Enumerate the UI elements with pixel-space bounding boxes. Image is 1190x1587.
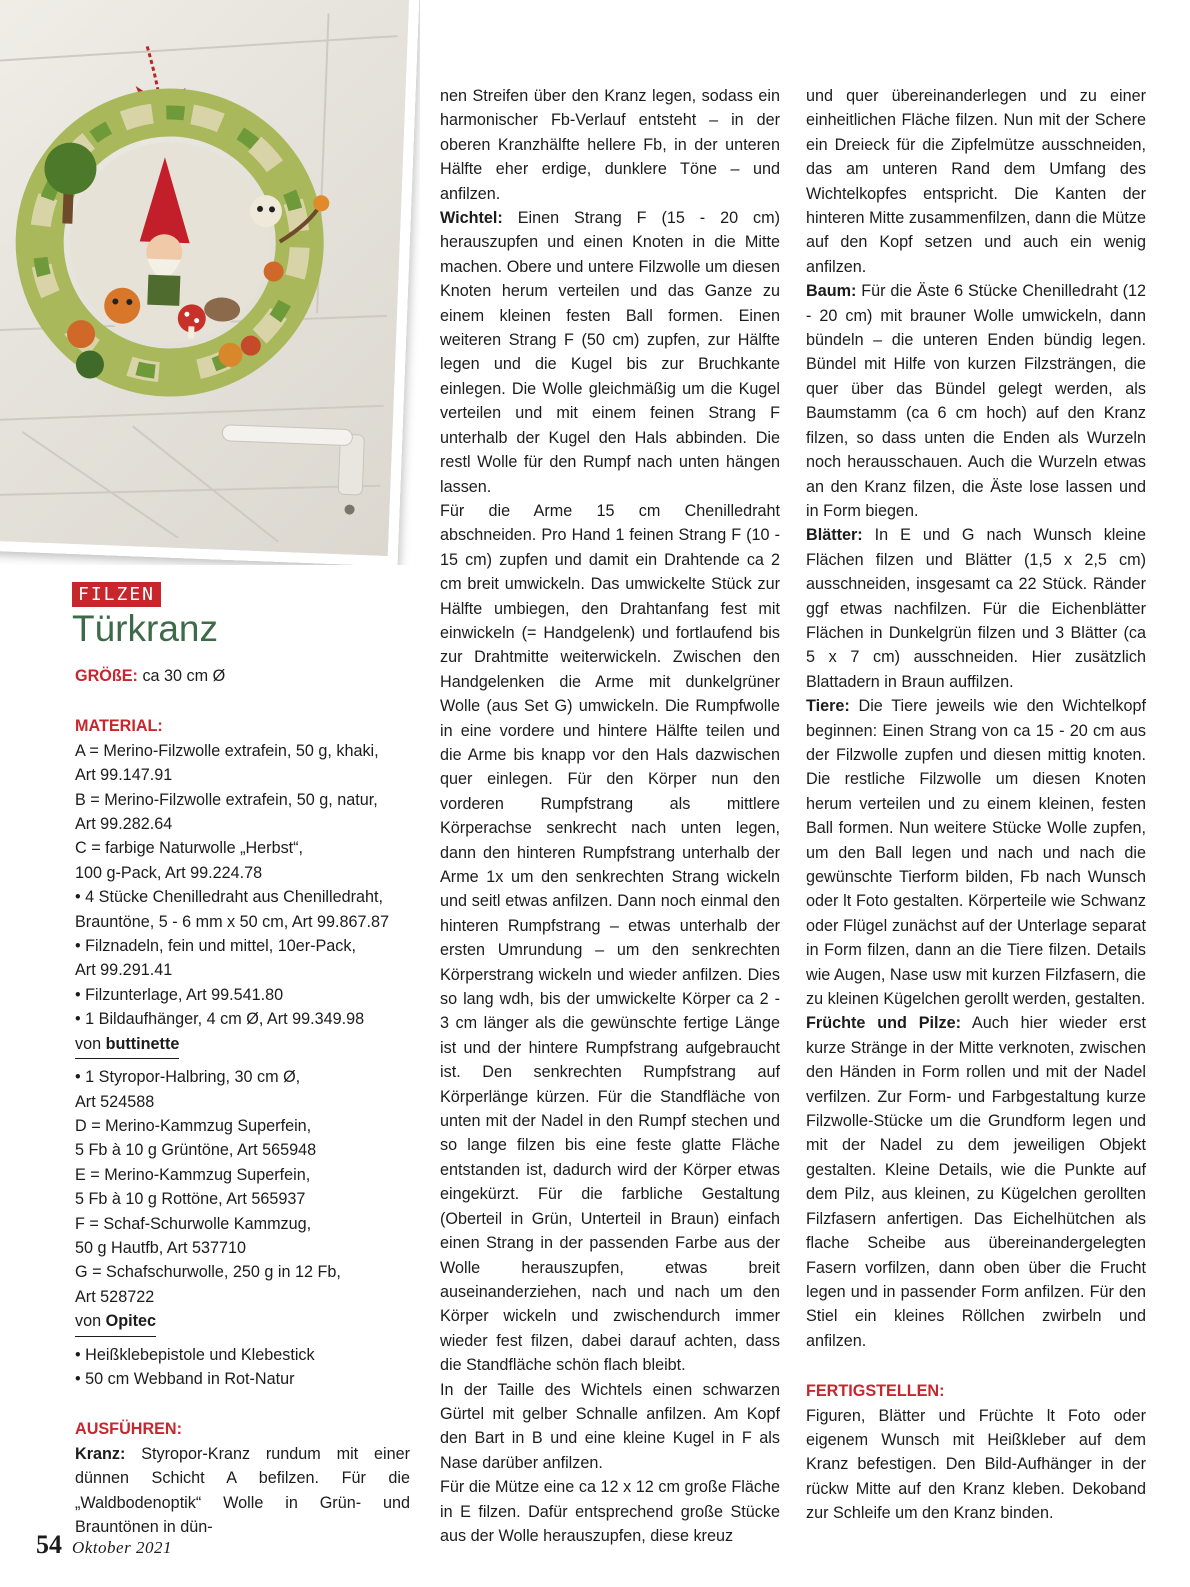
baum-label: Baum: xyxy=(806,282,857,301)
material-line: 5 Fb à 10 g Grüntöne, Art 565948 xyxy=(75,1141,317,1160)
size-value: ca 30 cm Ø xyxy=(137,667,226,685)
material-list-2 xyxy=(75,1065,410,1309)
page-title: Türkranz xyxy=(72,608,218,649)
wichtel-label: Wichtel: xyxy=(440,209,503,228)
issue-date: Oktober 2021 xyxy=(72,1538,172,1557)
material-line: • 50 cm Webband in Rot-Natur xyxy=(75,1369,295,1388)
size-label: GRÖßE: xyxy=(75,667,138,685)
material-line: E = Merino-Kammzug Superfein, xyxy=(75,1165,311,1184)
column-left xyxy=(75,664,410,1539)
blaetter-text: In E und G nach Wunsch kleine Flächen filzen und Blätter (1,5 x 2,5 cm) ausschneiden, insgesamt ca 22 Stück. Ränder ggf etwas nachfilzen. Für die Eichenblätter Flächen in Dunkelgrün filzen und 3 Blätter (ca 5 x 7 cm) ausschneiden. Hier zusätzlich Blattadern in Braun auffilzen. xyxy=(806,526,1146,691)
kranz-paragraph-cont: nen Streifen über den Kranz legen, sodass ein harmonischer Fb-Verlauf entsteht – in der oberen Kranzhälfte hellere Fb, in der unteren Hälfte eher erdige, dunklere Töne – und anfilzen. xyxy=(440,87,780,203)
material-line: • 1 Bildaufhänger, 4 cm Ø, Art 99.349.98 xyxy=(75,1010,365,1029)
material-line: 5 Fb à 10 g Rottöne, Art 565937 xyxy=(75,1190,306,1209)
baum-paragraph xyxy=(806,279,1146,523)
fertigstellen-paragraph: Figuren, Blätter und Früchte lt Foto oder eigenem Wunsch mit Heißkleber auf dem Kranz befestigen. Den Bild-Aufhänger in der rückw Mitte auf den Kranz kleben. Dekoband zur Schleife um den Kranz binden. xyxy=(806,1406,1146,1523)
tiere-label: Tiere: xyxy=(806,697,850,716)
blaetter-label: Blätter: xyxy=(806,526,863,545)
blaetter-paragraph xyxy=(806,523,1146,694)
tiere-paragraph xyxy=(806,694,1146,1011)
material-line: Art 99.291.41 xyxy=(75,961,173,980)
material-line: Art 524588 xyxy=(75,1092,155,1111)
material-line: A = Merino-Filzwolle extrafein, 50 g, khaki, xyxy=(75,741,379,760)
kranz-label: Kranz: xyxy=(75,1444,126,1463)
photo-frame xyxy=(0,0,420,565)
material-list-3 xyxy=(75,1343,410,1392)
material-line: C = farbige Naturwolle „Herbst“, xyxy=(75,839,304,858)
material-line: • 4 Stücke Chenilledraht aus Chenilledraht, xyxy=(75,888,384,907)
fruechte-text: Auch hier wieder erst kurze Stränge in der Mitte verknoten, zwischen den Händen in Form rollen und mit der Nadel verfilzen. Zur Form- und Farbgestaltung kurze Filzwolle-Stücke um die Grundform legen und mit der Nadel zu dem jeweiligen Objekt gestalten. Kleine Details, wie die Punkte auf dem Pilz, aus kleinen, zu Kügelchen gerollten Filzfasern anfertigen. Das Eichelhütchen als flache Scheibe aus übereinandergelegten Fasern vorfilzen, dann oben über die Frucht legen und in passender Form anfilzen. Für den Stiel ein kleines Röllchen zwirbeln und anfilzen. xyxy=(806,1014,1146,1350)
material-line: • Heißklebepistole und Klebestick xyxy=(75,1345,315,1364)
wichtel-text: Einen Strang F (15 - 20 cm) herauszupfen und einen Knoten in die Mitte machen. Obere und untere Filzwolle um diesen Knoten herum verteilen und das Ganze zu einem kleinen festen Ball formen. Einen weiteren Strang F (50 cm) zupfen, zur Hälfte legen und die Kugel bis zur Bruchkante einlegen. Die Wolle gleichmäßig um die Kugel verteilen und mit einem feinen Strang F unterhalb der Kugel den Hals abbinden. Die restl Wolle für den Rumpf nach unten hängen lassen. xyxy=(440,209,780,496)
arme-paragraph: Für die Arme 15 cm Chenilledraht abschneiden. Pro Hand 1 feinen Strang F (10 - 15 cm) zupfen und damit ein Drahtende ca 2 cm breit umwickeln. Das umwickelte Stück zur Hälfte umbiegen, den Drahtanfang fest mit einwickeln (= Handgelenk) und fortlaufend bis zur Drahtmitte weiterwickeln. Zwischen den Handgelenken die Arme mit dunkelgrüner Wolle (aus Set G) umwickeln. Die Rumpfwolle in eine vordere und hintere Hälfte teilen und die Arme bis knapp vor den Hals dazwischen quer einlegen. Für den Körper nun den vorderen Rumpfstrang als mittlere Körperachse senkrecht nach unten legen, dann den hinteren Rumpfstrang unterhalb der Arme 1x um den senkrechten Strang wickeln und seitl etwas anfilzen. Dann noch einmal den hinteren Rumpfstrang – etwas unterhalb der ersten Umrundung – um den senkrechten Körperstrang wickeln und wieder anfilzen. Dies so lang wdh, bis der umwickelte Körper ca 2 - 3 cm länger als die gewünschte fertige Länge ist und der hintere Rumpfstrang aufgebraucht ist. Den senkrechten Rumpfstrang auf Körperlänge kürzen. Für die Standfläche von unten mit der Nadel in den Rumpf stechen und so lange filzen bis eine feste glatte Fläche entstanden ist, dadurch wird der Körper etwas eingekürzt. Für die farbliche Gestaltung (Oberteil in Grün, Unterteil in Braun) einfach einen Strang in der passenden Farbe aus der Wolle herauszupfen, etwas breit auseinanderziehen, nach und nach um den Körper wickeln und zwischendurch immer wieder fest filzen, dabei darauf achten, dass die Standfläche schön flach bleibt. xyxy=(440,501,780,1375)
page-number: 54 xyxy=(36,1530,62,1559)
baum-text: Für die Äste 6 Stücke Chenilledraht (12 - 20 cm) mit brauner Wolle umwickeln, dann bündeln – die unteren Enden bündig legen. Bündel mit Hilfe von kurzen Filzsträngen, die quer über das Bündel gelegt werden, als Baumstamm (ca 6 cm hoch) auf den Kranz filzen, so dass unten die Enden als Wurzeln noch herausschauen. Auch die Wurzeln etwas an den Kranz filzen, die Äste lose lassen und in Form biegen. xyxy=(806,282,1146,520)
taille-paragraph: In der Taille des Wichtels einen schwarzen Gürtel mit gelber Schnalle anfilzen. Am Kopf den Bart in B und eine kleine Kugel in F als Nase darüber anfilzen. xyxy=(440,1380,780,1472)
material-line: G = Schafschurwolle, 250 g in 12 Fb, xyxy=(75,1263,341,1282)
vendor-1 xyxy=(75,1032,410,1065)
material-line: • Filznadeln, fein und mittel, 10er-Pack, xyxy=(75,937,356,956)
material-line: B = Merino-Filzwolle extrafein, 50 g, natur, xyxy=(75,790,378,809)
page-footer xyxy=(36,1530,172,1560)
material-list-1 xyxy=(75,739,410,1032)
vendor-prefix: von xyxy=(75,1312,106,1331)
vendor-prefix: von xyxy=(75,1034,106,1053)
tiere-text: Die Tiere jeweils wie den Wichtelkopf beginnen: Einen Strang von ca 15 - 20 cm aus der Filzwolle zupfen und diesen mittig knoten. Die restliche Filzwolle um diesen Knoten herum verteilen und zu einem kleinen, festen Ball formen. Nun weitere Stücke Wolle zupfen, um den Ball legen und nach und nach die gewünschte Tierform bilden, Fb nach Wunsch oder lt Foto gestalten. Körperteile wie Schwanz oder Flügel zunächst auf der Unterlage separat in Form filzen, dann an die Tiere filzen. Details wie Augen, Nase usw mit kurzen Filzfasern, die zu kleinen Kügelchen gerollt werden, gestalten. xyxy=(806,697,1146,1009)
column-right xyxy=(806,84,1146,1526)
size-line xyxy=(75,664,410,688)
vendor-2 xyxy=(75,1309,410,1342)
material-line: Art 528722 xyxy=(75,1287,155,1306)
vendor-name: buttinette xyxy=(105,1034,180,1053)
kranz-text: Styropor-Kranz rundum mit einer dünnen Schicht A befilzen. Für die „Waldbodenoptik“ Wolle in Grün- und Brauntönen in dün- xyxy=(75,1444,410,1536)
material-line: D = Merino-Kammzug Superfein, xyxy=(75,1116,312,1135)
muetze-paragraph-cont: und quer übereinanderlegen und zu einer einheitlichen Fläche filzen. Nun mit der Schere ein Dreieck für die Zipfelmütze ausschneiden, das am unteren Rand dem Umfang des Wichtelkopfes entspricht. Die Kanten der hinteren Mitte zusammenfilzen, dann die Mütze auf den Kopf setzen und auch ein wenig anfilzen. xyxy=(806,87,1146,276)
fertigstellen-heading: FERTIGSTELLEN: xyxy=(806,1382,945,1401)
fruechte-paragraph xyxy=(806,1011,1146,1353)
material-line: Art 99.282.64 xyxy=(75,815,173,834)
vendor-name: Opitec xyxy=(105,1312,156,1331)
material-line: Brauntöne, 5 - 6 mm x 50 cm, Art 99.867.87 xyxy=(75,912,390,931)
material-line: • Filzunterlage, Art 99.541.80 xyxy=(75,985,284,1004)
section-kicker: FILZEN xyxy=(72,582,161,607)
material-line: • 1 Styropor-Halbring, 30 cm Ø, xyxy=(75,1068,301,1087)
material-line: 100 g-Pack, Art 99.224.78 xyxy=(75,863,263,882)
material-line: Art 99.147.91 xyxy=(75,766,173,785)
wreath-illustration xyxy=(0,1,399,546)
wreath-photo xyxy=(0,0,420,565)
kranz-paragraph xyxy=(75,1442,410,1540)
material-heading: MATERIAL: xyxy=(75,717,163,736)
wichtel-paragraph xyxy=(440,206,780,499)
ausfuehren-heading: AUSFÜHREN: xyxy=(75,1420,183,1439)
fruechte-label: Früchte und Pilze: xyxy=(806,1014,961,1033)
column-middle xyxy=(440,84,780,1548)
muetze-paragraph: Für die Mütze eine ca 12 x 12 cm große Fläche in E filzen. Dafür entsprechend große Stücke aus der Wolle herauszupfen, diese kreuz xyxy=(440,1478,780,1545)
material-line: 50 g Hautfb, Art 537710 xyxy=(75,1238,246,1257)
material-line: F = Schaf-Schurwolle Kammzug, xyxy=(75,1214,312,1233)
